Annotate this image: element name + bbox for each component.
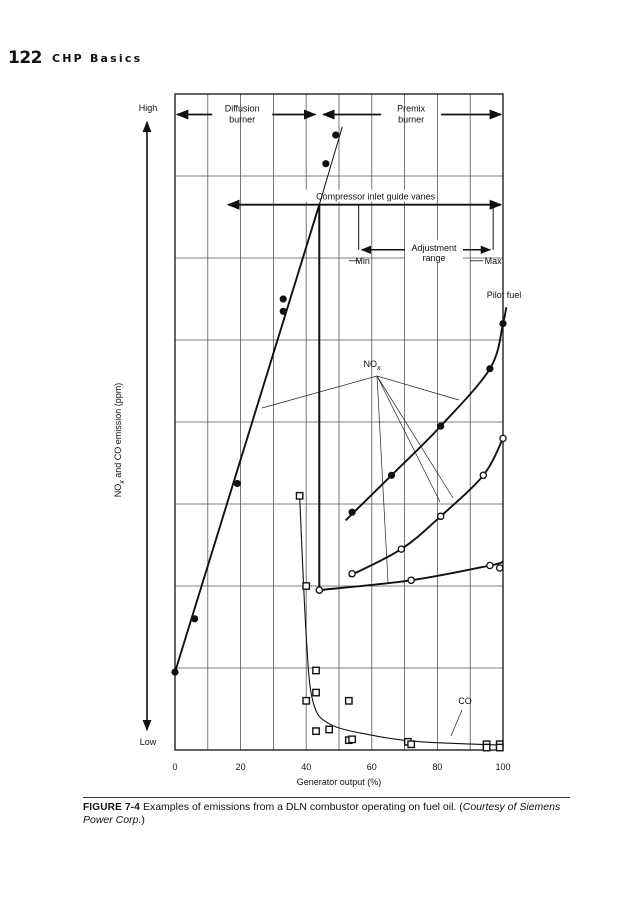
nox-point-filled	[332, 131, 339, 138]
nox-point-filled	[388, 472, 395, 479]
figure-text: Examples of emissions from a DLN combustor operating on fuel oil.	[142, 801, 457, 813]
co-point	[303, 583, 309, 589]
region-label: Diffusion	[224, 103, 260, 114]
annotations	[147, 115, 501, 737]
adjustment-max-label: Max	[484, 255, 502, 266]
x-tick-label: 80	[432, 762, 443, 772]
nox-point-open	[349, 571, 355, 577]
co-point	[313, 689, 319, 695]
figure-credit: Courtesy of Siemens Power Corp.	[83, 801, 561, 826]
nox-point-filled	[171, 669, 178, 676]
credit-open: (	[459, 801, 463, 813]
nox-point-filled	[280, 308, 287, 315]
nox-point-open	[398, 546, 404, 552]
page-number: 122	[8, 48, 42, 68]
co-point	[346, 698, 352, 704]
adjustment-min-label: Min	[355, 255, 370, 266]
guide-vanes-label: Compressor inlet guide vanes	[316, 191, 436, 202]
co-label: CO	[458, 696, 472, 706]
co-point	[408, 741, 414, 747]
y-label-high: High	[138, 103, 158, 113]
nox-point-filled	[234, 480, 241, 487]
x-tick-label: 40	[301, 762, 312, 772]
nox-point-filled	[486, 365, 493, 372]
x-tick-label: 0	[172, 762, 178, 772]
nox-leader-line	[377, 376, 388, 582]
co-point	[313, 667, 319, 673]
co-point	[483, 744, 489, 750]
nox-point-open	[497, 565, 503, 571]
y-axis-label: $NO_x$ and CO emission (ppm)	[113, 382, 126, 498]
co-point	[497, 744, 503, 750]
nox-point-open	[500, 435, 506, 441]
nox-point-filled	[322, 160, 329, 167]
nox-point-open	[487, 562, 493, 568]
co-point	[326, 726, 332, 732]
nox-point-filled	[280, 295, 287, 302]
nox-label: $NO_x$	[363, 359, 381, 372]
region-label: burner	[229, 114, 256, 125]
nox-point-open	[438, 513, 444, 519]
y-label-low: Low	[139, 737, 157, 747]
caption-rule	[83, 797, 570, 798]
x-tick-label: 60	[366, 762, 377, 772]
x-axis-label: Generator output (%)	[296, 777, 382, 787]
x-tick-label: 100	[495, 762, 511, 772]
co-leader-line	[451, 710, 462, 736]
region-label: Premix	[397, 103, 426, 114]
figure-caption	[83, 801, 563, 827]
co-curve	[300, 496, 503, 745]
nox-point-filled	[191, 615, 198, 622]
nox-point-open	[408, 577, 414, 583]
pilot-fuel-label: Pilot fuel	[486, 290, 522, 300]
credit-close: )	[141, 814, 145, 826]
nox-point-filled	[349, 509, 356, 516]
co-point	[303, 698, 309, 704]
nox-point-filled	[437, 423, 444, 430]
nox-diffusion-line	[175, 205, 319, 672]
curves	[175, 127, 506, 745]
x-tick-label: 20	[235, 762, 246, 772]
nox-leader-line	[377, 376, 440, 502]
nox-point-open	[316, 587, 322, 593]
running-head: CHP Basics	[52, 52, 143, 65]
chart-text	[113, 103, 521, 787]
co-point	[313, 728, 319, 734]
adjustment-label: range	[422, 252, 446, 263]
adjustment-label: Adjustment	[411, 242, 457, 253]
co-point	[296, 493, 302, 499]
nox-point-open	[480, 472, 486, 478]
figure-label: FIGURE 7-4	[83, 802, 141, 813]
region-label: burner	[398, 114, 425, 125]
nox-pilot-curve	[346, 307, 507, 520]
nox-point-filled	[499, 320, 506, 327]
co-point	[349, 736, 355, 742]
nox-leader-line	[377, 376, 453, 498]
